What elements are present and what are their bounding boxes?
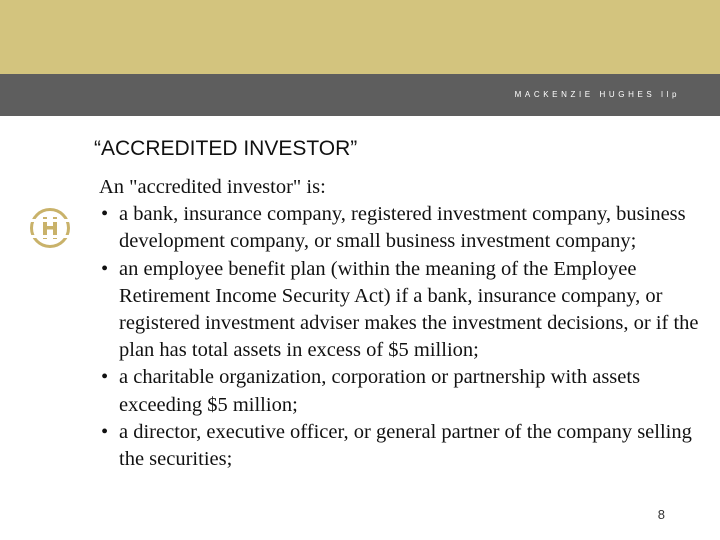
bullet-text: a bank, insurance company, registered investment company, business development company, or small business investment company; [119,203,686,253]
slide-body [99,174,709,473]
mh-monogram-logo [29,206,71,250]
bullet-text: a director, executive officer, or general partner of the company selling the securities; [119,420,692,471]
list-item [99,419,709,473]
bullet-list [99,201,709,473]
list-item [99,256,709,365]
bullet-icon: • [101,257,109,280]
intro-text: An "accredited investor" is: [99,176,326,198]
list-item [99,201,709,255]
bullet-icon: • [101,203,109,226]
bullet-icon: • [101,420,109,443]
header-band [0,0,720,74]
page-number: 8 [657,507,665,522]
list-item [99,364,709,418]
brand-name: MACKENZIE HUGHES llp [514,90,680,99]
bullet-text: a charitable organization, corporation or partnership with assets exceeding $5 million; [119,366,641,416]
slide-title: “ACCREDITED INVESTOR” [94,137,358,160]
bullet-icon: • [101,366,109,389]
bullet-text: an employee benefit plan (within the meaning of the Employee Retirement Income Security Act) if a bank, insurance company, or registered investment adviser makes the investment decisions, or if the plan has total assets in excess of $5 million; [119,257,699,362]
